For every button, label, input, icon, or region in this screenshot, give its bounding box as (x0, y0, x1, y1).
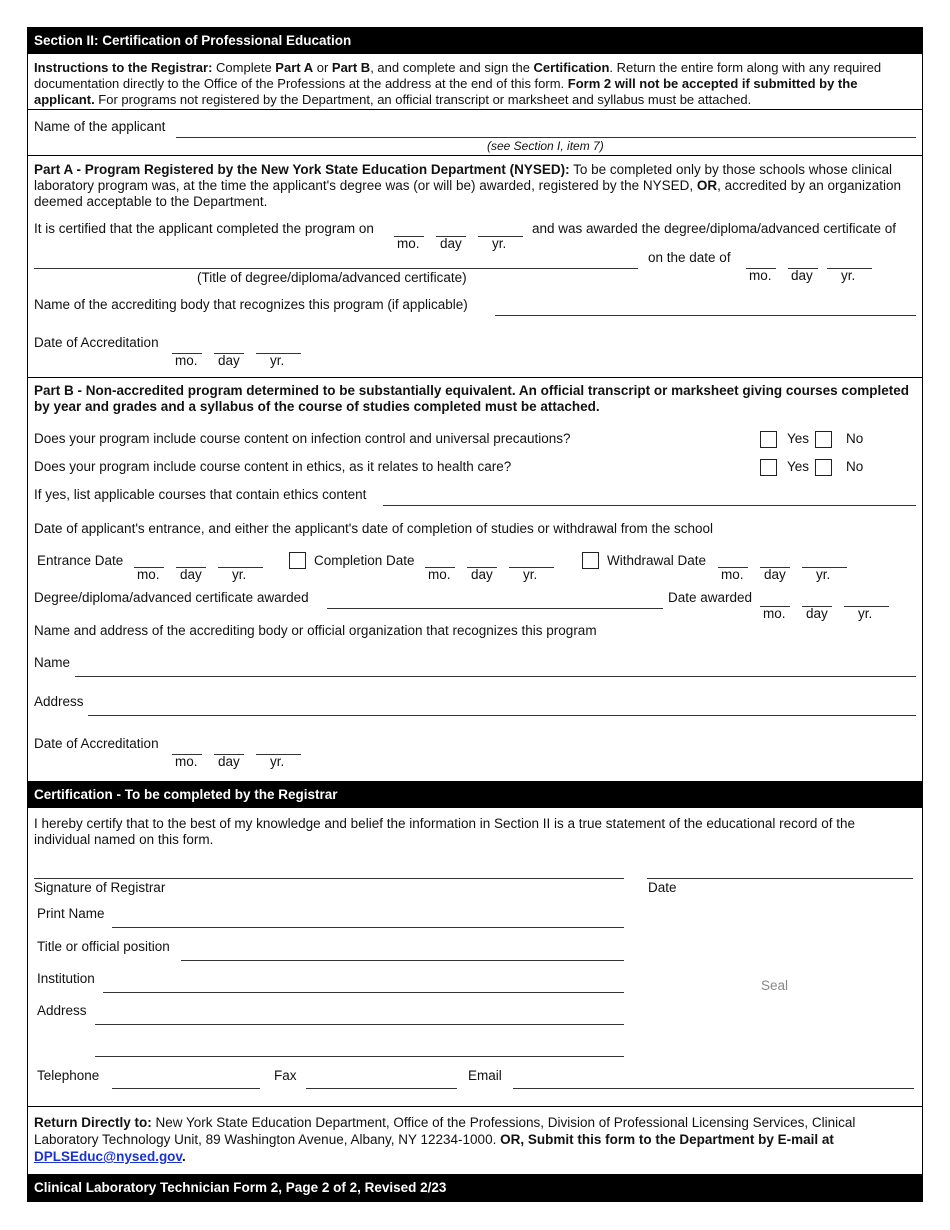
date-field[interactable] (647, 878, 913, 879)
registrar-address-label: Address (37, 1003, 87, 1018)
entrance-date-label: Entrance Date (37, 553, 124, 568)
completion-checkbox[interactable] (289, 552, 306, 569)
telephone-field[interactable] (112, 1088, 260, 1089)
date-day-caption: day (180, 567, 202, 582)
certification-statement: I hereby certify that to the best of my knowledge and belief the information in Section II is a true statement of the educational record of the individual named on this form. (34, 816, 855, 847)
section-2-header: Section II: Certification of Professional Education (27, 27, 923, 54)
date-mo-caption: mo. (749, 268, 772, 283)
date-day-caption: day (471, 567, 493, 582)
entrance-intro: Date of applicant's entrance, and either the applicant's date of completion of studies or withdrawal from the school (34, 521, 714, 536)
footer-bar: Clinical Laboratory Technician Form 2, Page 2 of 2, Revised 2/23 (27, 1174, 923, 1201)
infection-yes-checkbox[interactable] (760, 431, 777, 448)
infection-no-checkbox[interactable] (815, 431, 832, 448)
title-position-label: Title or official position (37, 939, 170, 954)
date-yr-caption: yr. (232, 567, 247, 582)
fax-field[interactable] (306, 1088, 457, 1089)
date-day-caption: day (791, 268, 813, 283)
institution-label: Institution (37, 971, 95, 986)
date-mo-caption: mo. (721, 567, 744, 582)
org-name-label: Name (34, 655, 71, 670)
degree-title-field[interactable] (34, 268, 638, 269)
part-a-heading: Part A - Program Registered by the New York State Education Department (NYSED): To be completed only by those schools whose clinical laboratory program was, at the time the applicant's degree was (or will be) awarded, registered by the NYSED, OR, accredited by an organization deemed acceptable to the Department. (34, 162, 902, 209)
divider (27, 1106, 923, 1107)
degree-awarded-field[interactable] (327, 608, 663, 609)
part-b-heading: Part B - Non-accredited program determined to be substantially equivalent. An official transcript or marksheet giving courses completed by year and grades and a syllabus of the course of studies completed must be attached. (34, 383, 909, 414)
date-mo-caption: mo. (175, 754, 198, 769)
withdrawal-checkbox[interactable] (582, 552, 599, 569)
applicant-name-note: (see Section I, item 7) (487, 139, 604, 153)
ethics-courses-label: If yes, list applicable courses that contain ethics content (34, 487, 367, 502)
date-day-caption: day (806, 606, 828, 621)
org-name-field[interactable] (75, 676, 916, 677)
applicant-name-field[interactable] (176, 137, 916, 138)
email-field[interactable] (513, 1088, 914, 1089)
divider (27, 377, 923, 378)
completion-date-label: Completion Date (314, 553, 415, 568)
date-yr-caption: yr. (270, 754, 285, 769)
print-name-field[interactable] (112, 927, 624, 928)
seal-placeholder: Seal (761, 978, 789, 993)
no-label: No (846, 459, 864, 474)
email-label: Email (468, 1068, 502, 1083)
date-yr-caption: yr. (523, 567, 538, 582)
date-accreditation-label: Date of Accreditation (34, 335, 159, 350)
name-address-intro: Name and address of the accrediting body or official organization that recognizes this program (34, 623, 597, 638)
divider (27, 109, 923, 110)
ethics-question: Does your program include course content in ethics, as it relates to health care? (34, 459, 512, 474)
date-day-caption: day (218, 754, 240, 769)
org-date-accreditation-label: Date of Accreditation (34, 736, 159, 751)
accrediting-body-field[interactable] (495, 315, 916, 316)
date-day-caption: day (764, 567, 786, 582)
date-mo-caption: mo. (397, 236, 420, 251)
date-mo-caption: mo. (763, 606, 786, 621)
date-day-caption: day (440, 236, 462, 251)
accrediting-body-label: Name of the accrediting body that recognizes this program (if applicable) (34, 297, 468, 312)
org-address-field[interactable] (88, 715, 916, 716)
title-position-field[interactable] (181, 960, 624, 961)
telephone-label: Telephone (37, 1068, 100, 1083)
date-yr-caption: yr. (841, 268, 856, 283)
divider (27, 155, 923, 156)
no-label: No (846, 431, 864, 446)
print-name-label: Print Name (37, 906, 105, 921)
ethics-yes-checkbox[interactable] (760, 459, 777, 476)
degree-title-caption: (Title of degree/diploma/advanced certificate) (197, 270, 467, 285)
applicant-name-label: Name of the applicant (34, 119, 166, 134)
date-day-caption: day (218, 353, 240, 368)
date-yr-caption: yr. (270, 353, 285, 368)
certification-header: Certification - To be completed by the Registrar (27, 781, 923, 808)
fax-label: Fax (274, 1068, 297, 1083)
institution-field[interactable] (103, 992, 624, 993)
org-address-label: Address (34, 694, 84, 709)
date-label: Date (648, 880, 677, 895)
date-yr-caption: yr. (858, 606, 873, 621)
date-mo-caption: mo. (137, 567, 160, 582)
awarded-label: and was awarded the degree/diploma/advanced certificate of (532, 221, 896, 236)
registrar-address-field-2[interactable] (95, 1056, 624, 1057)
date-mo-caption: mo. (175, 353, 198, 368)
date-awarded-label: Date awarded (668, 590, 753, 605)
return-instructions: Return Directly to: New York State Education Department, Office of the Professions, Division of Professional Licensing Services, Clinical Laboratory Technology Unit, 89 Washington Avenue, Albany, NY 12234-1000. OR, Submit this form to the Department by E-mail at DPLSEduc@nysed.gov. (34, 1115, 856, 1164)
withdrawal-date-label: Withdrawal Date (607, 553, 707, 568)
completed-program-label: It is certified that the applicant completed the program on (34, 221, 374, 236)
ethics-no-checkbox[interactable] (815, 459, 832, 476)
return-email-link[interactable]: DPLSEduc@nysed.gov (34, 1149, 182, 1164)
signature-field[interactable] (34, 878, 624, 879)
infection-control-question: Does your program include course content on infection control and universal precautions? (34, 431, 571, 446)
registrar-instructions: Instructions to the Registrar: Complete Part A or Part B, and complete and sign the Certification. Return the entire form along with any required documentation directly to the Office of the Professions at the address at the end of this form. Form 2 will not be accepted if submitted by the applicant. For programs not registered by the Department, an official transcript or marksheet and syllabus must be attached. (34, 60, 882, 107)
date-yr-caption: yr. (492, 236, 507, 251)
yes-label: Yes (787, 459, 810, 474)
date-yr-caption: yr. (816, 567, 831, 582)
registrar-address-field[interactable] (95, 1024, 624, 1025)
signature-label: Signature of Registrar (34, 880, 166, 895)
date-mo-caption: mo. (428, 567, 451, 582)
on-date-label: on the date of (648, 250, 731, 265)
degree-awarded-label: Degree/diploma/advanced certificate awarded (34, 590, 309, 605)
yes-label: Yes (787, 431, 810, 446)
ethics-courses-field[interactable] (383, 505, 916, 506)
